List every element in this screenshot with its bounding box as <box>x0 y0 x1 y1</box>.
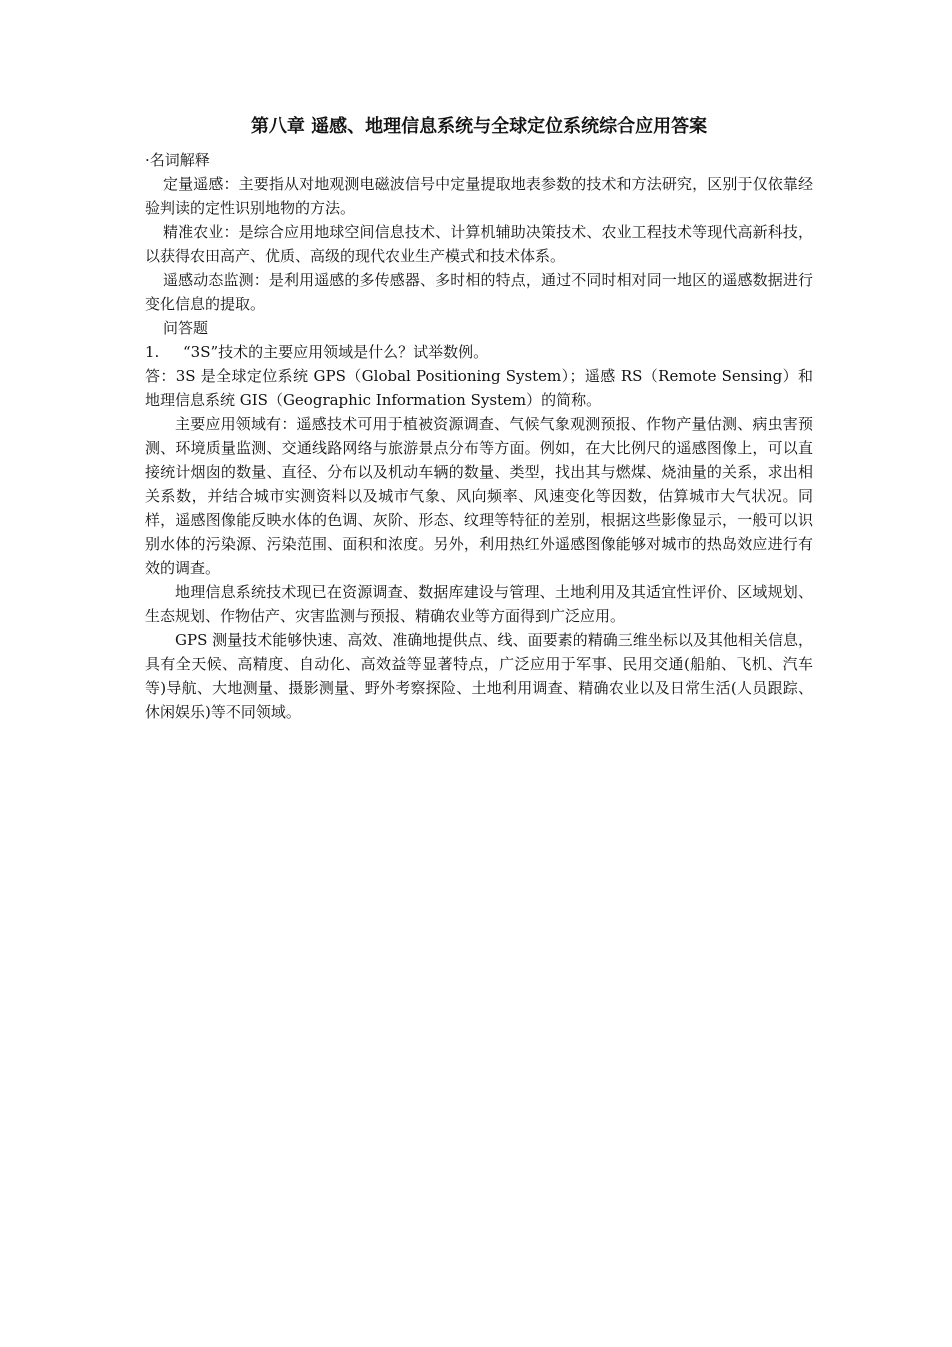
document-page <box>145 114 813 724</box>
answer-paragraph-remote-sensing: 主要应用领域有：遥感技术可用于植被资源调查、气候气象观测预报、作物产量估测、病虫害预测、环境质量监测、交通线路网络与旅游景点分布等方面。例如，在大比例尺的遥感图像上，可以直接统计烟囱的数量、直径、分布以及机动车辆的数量、类型，找出其与燃煤、烧油量的关系，求出相关系数，并结合城市实测资料以及城市气象、风向频率、风速变化等因数，估算城市大气状况。同样，遥感图像能反映水体的色调、灰阶、形态、纹理等特征的差别，根据这些影像显示，一般可以识别水体的污染源、污染范围、面积和浓度。另外，利用热红外遥感图像能够对城市的热岛效应进行有效的调查。 <box>145 415 813 577</box>
answer-intro: 答：3S 是全球定位系统 GPS（Global Positioning System）；遥感 RS（Remote Sensing）和地理信息系统 GIS（Geographic Information System）的简称。 <box>145 367 813 409</box>
question-row <box>145 340 813 364</box>
question-text: “3S”技术的主要应用领域是什么？试举数例。 <box>183 343 489 361</box>
document-title: 第八章 遥感、地理信息系统与全球定位系统综合应用答案 <box>250 116 708 137</box>
definition-quantitative-remote-sensing: 定量遥感：主要指从对地观测电磁波信号中定量提取地表参数的技术和方法研究，区别于仅依靠经验判读的定性识别地物的方法。 <box>145 175 813 217</box>
definition-precision-agriculture: 精准农业：是综合应用地球空间信息技术、计算机辅助决策技术、农业工程技术等现代高新科技，以获得农田高产、优质、高级的现代农业生产模式和技术体系。 <box>145 223 813 265</box>
definition-dynamic-monitoring: 遥感动态监测：是利用遥感的多传感器、多时相的特点，通过不同时相对同一地区的遥感数据进行变化信息的提取。 <box>145 271 813 313</box>
section-label-questions: 问答题 <box>163 319 209 337</box>
section-label-definitions: ·名词解释 <box>145 151 210 169</box>
question-number: 1. <box>145 343 160 361</box>
answer-paragraph-gps: GPS 测量技术能够快速、高效、准确地提供点、线、面要素的精确三维坐标以及其他相关信息，具有全天候、高精度、自动化、高效益等显著特点，广泛应用于军事、民用交通(船舶、飞机、汽车等)导航、大地测量、摄影测量、野外考察探险、土地利用调查、精确农业以及日常生活(人员跟踪、休闲娱乐)等不同领域。 <box>145 631 813 721</box>
answer-paragraph-gis: 地理信息系统技术现已在资源调查、数据库建设与管理、土地利用及其适宜性评价、区域规划、生态规划、作物估产、灾害监测与预报、精确农业等方面得到广泛应用。 <box>145 583 813 625</box>
